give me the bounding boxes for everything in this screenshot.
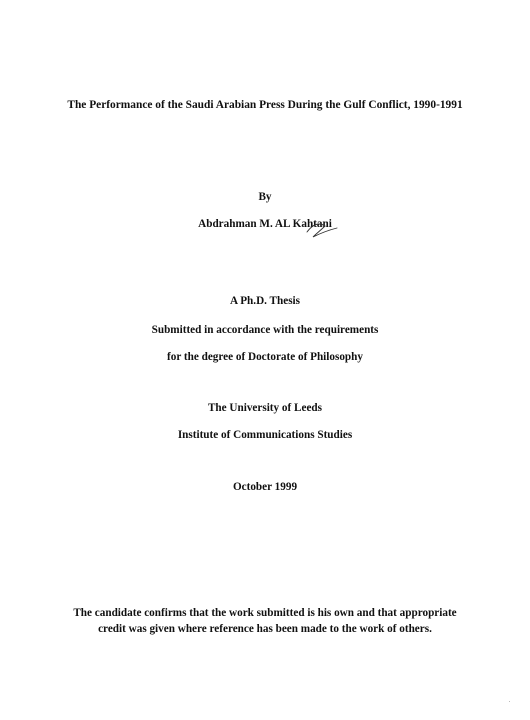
author-name-wrap — [198, 217, 332, 231]
handwritten-correction-mark — [303, 218, 343, 240]
scan-speck — [509, 701, 510, 702]
submission-date: October 1999 — [232, 481, 298, 493]
submission-statement: Submitted in accordance with the requirements — [151, 324, 379, 336]
university-name: The University of Leeds — [207, 402, 323, 414]
thesis-type: A Ph.D. Thesis — [229, 295, 301, 307]
byline-by: By — [258, 191, 272, 203]
declaration-line-2: credit was given where reference has been made to the work of others. — [98, 623, 432, 635]
institute-name: Institute of Communications Studies — [177, 429, 353, 441]
author-name: Abdrahman M. AL Kahtani — [198, 218, 332, 230]
thesis-title: The Performance of the Saudi Arabian Press During the Gulf Conflict, 1990-1991 — [67, 99, 463, 111]
declaration-line-1: The candidate confirms that the work submitted is his own and that appropriate — [73, 607, 457, 619]
author-line — [0, 217, 530, 231]
degree-statement: for the degree of Doctorate of Philosophy — [167, 351, 363, 363]
candidate-declaration — [40, 605, 490, 637]
